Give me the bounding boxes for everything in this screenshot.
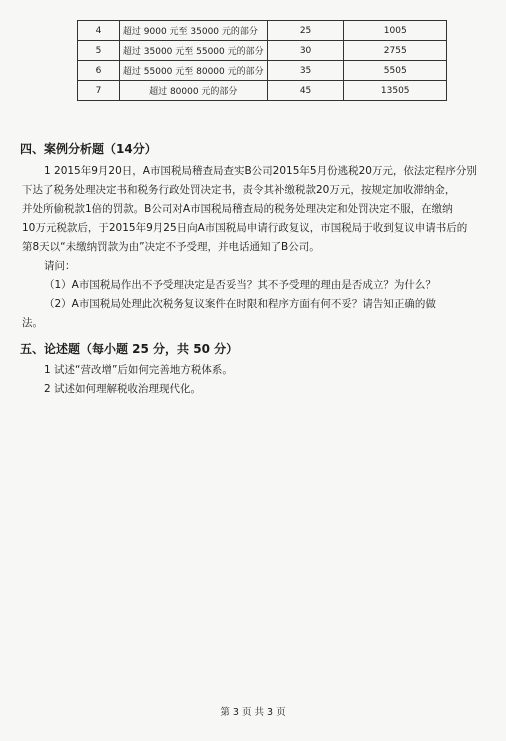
table-row <box>78 41 447 61</box>
bracket-level-cell: 7 <box>78 81 120 101</box>
question-prompt: 请问： <box>44 260 76 272</box>
deduction-cell: 2755 <box>344 41 447 61</box>
section5-title: 五、论述题（每小题 25 分，共 50 分） <box>20 342 239 356</box>
bracket-level-cell: 4 <box>78 21 120 41</box>
essay-question-2: 2 试述如何理解税收治理现代化。 <box>44 383 202 395</box>
case-text-line1: 1 2015年9月20日，A市国税局稽查局查实B公司2015年5月份逃税20万元，依法定程序分别 <box>44 165 477 177</box>
question-2-line1: （2）A市国税局处理此次税务复议案件在时限和程序方面有何不妥？请告知正确的做 <box>44 298 436 310</box>
bracket-range-cell: 超过 80000 元的部分 <box>119 81 267 101</box>
case-text-line3: 并处所偷税款1倍的罚款。B公司对A市国税局稽查局的税务处理决定和处罚决定不服，在缴纳 <box>22 203 453 215</box>
table-row <box>78 21 447 41</box>
deduction-cell: 1005 <box>344 21 447 41</box>
bracket-range-cell: 超过 35000 元至 55000 元的部分 <box>119 41 267 61</box>
tax-rate-table-body <box>78 21 447 101</box>
case-text-line2: 下达了税务处理决定书和税务行政处罚决定书，责令其补缴税款20万元，按规定加收滞纳金， <box>22 184 456 196</box>
question-1: （1）A市国税局作出不予受理决定是否妥当？其不予受理的理由是否成立？为什么？ <box>44 279 436 291</box>
bracket-range-cell: 超过 9000 元至 35000 元的部分 <box>119 21 267 41</box>
question-2-line2: 法。 <box>22 317 43 329</box>
rate-cell: 25 <box>267 21 344 41</box>
rate-cell: 30 <box>267 41 344 61</box>
page-footer: 第 3 页 共 3 页 <box>220 707 286 718</box>
bracket-range-cell: 超过 55000 元至 80000 元的部分 <box>119 61 267 81</box>
tax-rate-table <box>77 20 447 101</box>
case-text-line4: 10万元税款后，于2015年9月25日向A市国税局申请行政复议，市国税局于收到复议申请书后的 <box>22 222 468 234</box>
table-row <box>78 61 447 81</box>
essay-question-1: 1 试述“营改增”后如何完善地方税体系。 <box>44 364 233 376</box>
section4-title: 四、案例分析题（14分） <box>20 142 157 156</box>
bracket-level-cell: 6 <box>78 61 120 81</box>
deduction-cell: 13505 <box>344 81 447 101</box>
rate-cell: 35 <box>267 61 344 81</box>
bracket-level-cell: 5 <box>78 41 120 61</box>
table-row <box>78 81 447 101</box>
rate-cell: 45 <box>267 81 344 101</box>
deduction-cell: 5505 <box>344 61 447 81</box>
case-text-line5: 第8天以“未缴纳罚款为由”决定不予受理，并电话通知了B公司。 <box>22 241 320 253</box>
